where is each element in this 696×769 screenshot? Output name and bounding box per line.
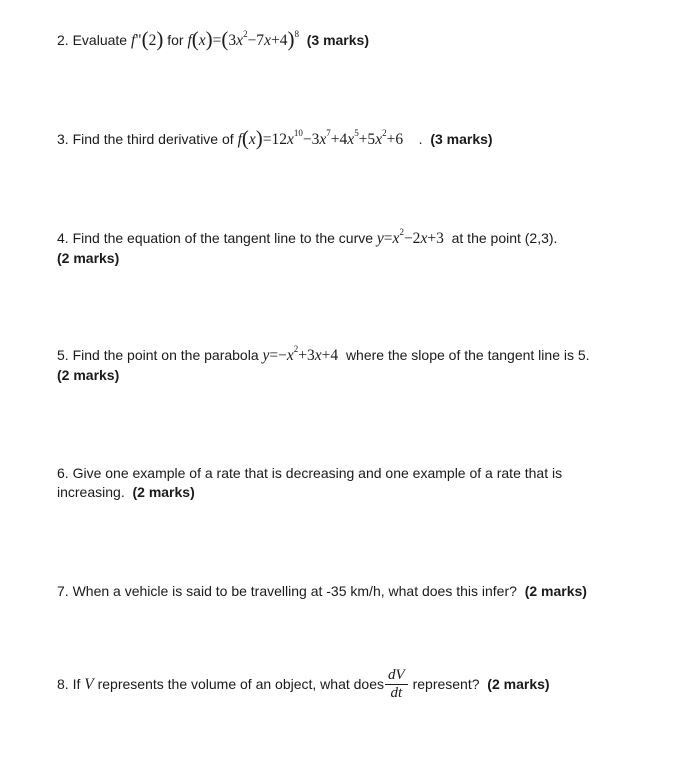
question-text: represents the volume of an object, what does — [97, 676, 385, 693]
math-expression: $y=-x^2+3x+4$ — [262, 344, 339, 364]
math-expression: $f(x)=(3x^2-7x+4)^8$ — [187, 27, 299, 51]
fraction-numerator: dV — [385, 667, 408, 685]
question-text: Find the point on the parabola — [72, 347, 259, 363]
question-text: When a vehicle is said to be travelling at -35 km/h, what does this infer? — [72, 583, 517, 599]
marks-label: (3 marks) — [430, 131, 493, 147]
question-text: increasing. — [57, 484, 125, 500]
marks-label: (2 marks) — [487, 676, 550, 693]
question-text: for — [167, 32, 184, 48]
fraction-denominator: dt — [390, 685, 403, 701]
question-number: 7. — [57, 583, 69, 599]
derivative-fraction — [385, 667, 408, 702]
question-6 — [57, 464, 562, 482]
question-5 — [57, 346, 590, 365]
question-2 — [57, 27, 369, 51]
question-7 — [57, 582, 587, 600]
question-8 — [57, 668, 550, 703]
question-text: Find the equation of the tangent line to the curve — [72, 230, 374, 246]
marks-label: (2 marks) — [57, 367, 120, 383]
marks-label: (2 marks) — [132, 484, 195, 500]
separator-dot: . — [418, 131, 423, 147]
question-number: 8. — [57, 676, 69, 693]
question-text-tail: where the slope of the tangent line is 5. — [345, 347, 590, 363]
question-6-line-2 — [57, 483, 195, 501]
math-variable: V — [84, 676, 94, 694]
question-text: Find the third derivative of — [72, 131, 234, 147]
question-text: Evaluate — [72, 32, 128, 48]
math-expression: $f(x)=12x^{10}-3x^7+4x^5+5x^2+6$ — [237, 126, 404, 150]
question-number: 5. — [57, 347, 69, 363]
question-number: 2. — [57, 32, 69, 48]
question-4 — [57, 229, 557, 248]
marks-label: (3 marks) — [306, 32, 369, 48]
question-text: represent? — [412, 676, 480, 693]
question-number: 3. — [57, 131, 69, 147]
question-text: If — [72, 676, 81, 693]
marks-label: (2 marks) — [57, 250, 120, 266]
question-3 — [57, 126, 493, 150]
question-text-tail: at the point (2,3). — [451, 230, 558, 246]
math-expression: f"(2) — [130, 27, 164, 51]
question-4-marks-line — [57, 249, 119, 267]
question-number: 4. — [57, 230, 69, 246]
marks-label: (2 marks) — [524, 583, 587, 599]
math-expression: $y=x^2-2x+3$ — [376, 227, 444, 247]
question-text: Give one example of a rate that is decreasing and one example of a rate that is — [72, 465, 563, 481]
question-number: 6. — [57, 465, 69, 481]
question-5-marks-line — [57, 366, 119, 384]
